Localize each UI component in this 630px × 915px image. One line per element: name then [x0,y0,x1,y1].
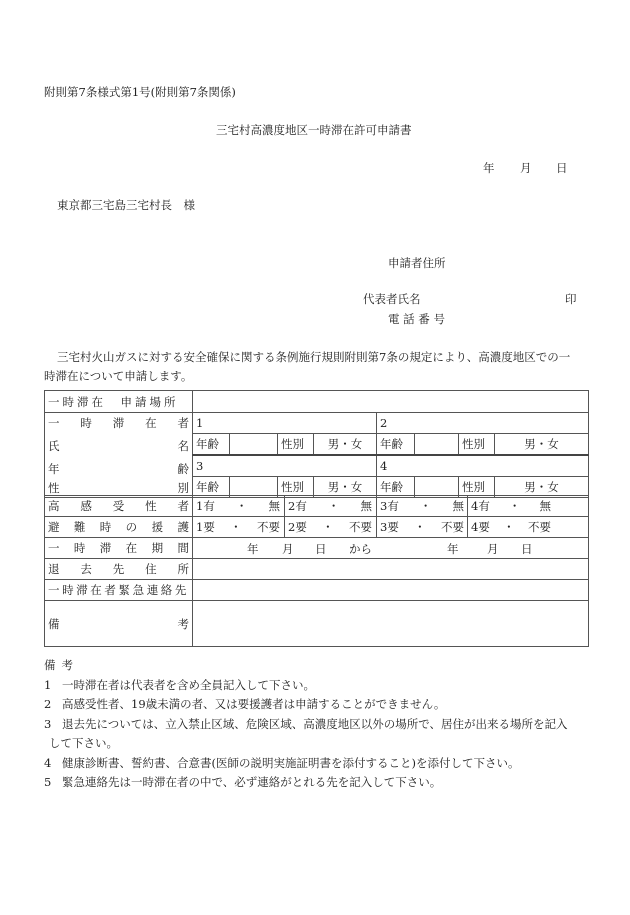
period-label: 一 時 滞 在 期 間 [45,538,193,559]
person-1-sex-options[interactable]: 男・女 [314,434,377,456]
place-label-text: 一時滞在 申請場所 [48,394,179,409]
support-person-3[interactable]: 3要 ・ 不要 [377,517,468,538]
person-1-number: 1 [196,416,204,430]
row-person-1-2-num [45,413,589,434]
application-table [44,390,589,498]
person-4-sex-options[interactable]: 男・女 [495,477,589,498]
period-end-month: 月 [487,542,499,556]
person-4-number: 4 [380,459,388,473]
support-person-2[interactable]: 2要 ・ 不要 [285,517,377,538]
intro-line-2: 時滞在について申請します。 [44,369,193,383]
period-start-year: 年 [247,542,259,556]
evac-address-label: 退 去 先 住 所 [45,559,193,580]
person-4-sex-label: 性別 [459,477,495,498]
sensitive-person-4[interactable]: 4有 ・ 無 [468,496,589,517]
page-title: 三宅村高濃度地区一時滞在許可申請書 [216,123,412,137]
application-table-lower [44,495,589,647]
person-2-age-label: 年齢 [377,434,415,456]
sensitive-person-1[interactable]: 1有 ・ 無 [193,496,285,517]
persons-label [45,413,193,498]
addressee: 東京都三宅島三宅村長 様 [57,198,195,212]
period-from: から [349,542,372,556]
person-1-age-label: 年齢 [193,434,230,456]
note-item: 3 退去先については、立入禁止区域、危険区域、高濃度地区以外の場所で、居住が出来る場所を記入 [44,716,568,731]
support-person-4[interactable]: 4要 ・ 不要 [468,517,589,538]
period-end-year: 年 [447,542,459,556]
seal-mark: 印 [565,292,577,306]
persons-label-line4: 性 別 [48,480,189,495]
sensitive-person-2[interactable]: 2有 ・ 無 [285,496,377,517]
persons-label-line1: 一 時 滞 在 者 [48,415,189,430]
row-place [45,391,589,413]
person-1-sex-label: 性別 [278,434,314,456]
person-3-sex-options[interactable]: 男・女 [314,477,377,498]
date-month: 月 [520,161,532,175]
note-item: 2 高感受性者、19歳未満の者、又は要援護者は申請することができません。 [44,697,446,711]
form-number: 附則第7条様式第1号(附則第7条関係) [44,85,236,99]
person-4-name[interactable] [377,455,589,477]
intro-line-1: 三宅村火山ガスに対する安全確保に関する条例施行規則附則第7条の規定により、高濃度地区での一 [57,350,571,364]
support-person-1[interactable]: 1要 ・ 不要 [193,517,285,538]
person-2-age-field[interactable] [415,434,459,456]
person-2-number: 2 [380,416,388,430]
person-2-sex-label: 性別 [459,434,495,456]
row-remarks [45,601,589,647]
person-1-age-field[interactable] [230,434,278,456]
remarks-field[interactable] [193,601,589,647]
applicant-address-label: 申請者住所 [388,256,446,270]
date-day: 日 [556,161,568,175]
person-2-name[interactable] [377,413,589,434]
row-evac-address [45,559,589,580]
person-3-age-label: 年齢 [193,477,230,498]
support-label: 避 難 時 の 援 護 [45,517,193,538]
emergency-contact-field[interactable] [193,580,589,601]
phone-label: 電 話 番 号 [388,312,445,326]
sensitive-label: 高 感 受 性 者 [45,496,193,517]
note-item: 1 一時滞在者は代表者を含め全員記入して下さい。 [44,677,315,692]
row-emergency-contact [45,580,589,601]
row-sensitive [45,496,589,517]
period-field[interactable] [193,538,589,559]
notes-title: 備考 [44,658,79,672]
sensitive-person-3[interactable]: 3有 ・ 無 [377,496,468,517]
person-4-age-label: 年齢 [377,477,415,498]
persons-label-line2: 氏 名 [48,438,189,453]
place-label [45,391,193,413]
person-3-name[interactable] [193,455,377,477]
evac-address-field[interactable] [193,559,589,580]
note-item: 5 緊急連絡先は一時滞在者の中で、必ず連絡がとれる先を記入して下さい。 [44,775,442,789]
place-field[interactable] [193,391,589,413]
representative-name-label: 代表者氏名 [363,292,421,306]
note-item: 4 健康診断書、誓約書、合意書(医師の説明実施証明書を添付すること)を添付して下さい。 [44,755,520,770]
period-start-month: 月 [282,542,294,556]
notes-section [44,656,599,793]
date-year: 年 [483,161,495,175]
period-end-day: 日 [521,542,533,556]
person-1-name[interactable] [193,413,377,434]
row-period [45,538,589,559]
person-3-number: 3 [196,459,204,473]
emergency-contact-label: 一時滞在者緊急連絡先 [45,580,193,601]
persons-label-line3: 年 齢 [48,461,189,476]
remarks-label: 備 考 [45,601,193,647]
period-start-day: 日 [315,542,327,556]
person-2-sex-options[interactable]: 男・女 [495,434,589,456]
row-support [45,517,589,538]
person-3-sex-label: 性別 [278,477,314,498]
note-item-continuation: して下さい。 [49,736,118,750]
